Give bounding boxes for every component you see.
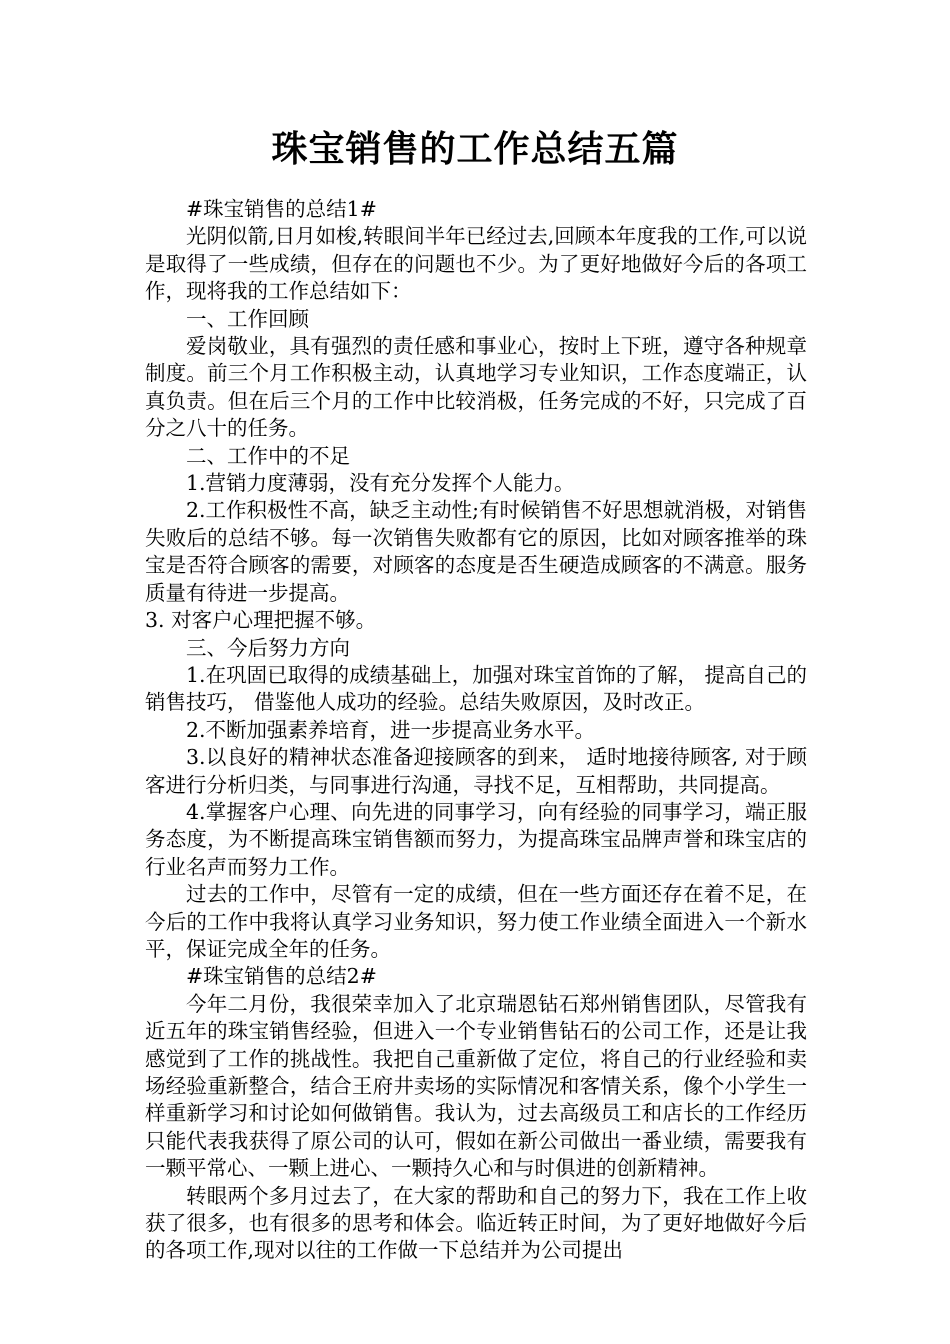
direction-item-1: 1.在巩固已取得的成绩基础上，加强对珠宝首饰的了解， 提高自己的销售技巧， 借鉴他人成功的经验。总结失败原因，及时改正。 <box>145 662 807 715</box>
section-heading-summary-1: #珠宝销售的总结1# <box>186 197 377 221</box>
summary-2-paragraph-1: 今年二月份，我很荣幸加入了北京瑞恩钻石郑州销售团队，尽管我有近五年的珠宝销售经验，但进入一个专业销售钻石的公司工作，还是让我感觉到了工作的挑战性。我把自己重新做了定位，将自己的行业经验和卖场经验重新整合，结合王府井卖场的实际情况和客情关系，像个小学生一样重新学习和讨论如何做销售。我认为，过去高级员工和店长的工作经历只能代表我获得了原公司的认可，假如在新公司做出一番业绩，需要我有一颗平常心、一颗上进心、一颗持久心和与时俱进的创新精神。 <box>145 991 807 1181</box>
shortcoming-item-2: 2.工作积极性不高，缺乏主动性;有时候销售不好思想就消极，对销售失败后的总结不够。每一次销售失败都有它的原因，比如对顾客推举的珠宝是否符合顾客的需要，对顾客的态度是否生硬造成顾客的不满意。服务质量有待进一步提高。 <box>145 498 807 605</box>
conclusion-paragraph: 过去的工作中，尽管有一定的成绩，但在一些方面还存在着不足，在今后的工作中我将认真学习业务知识，努力使工作业绩全面进入一个新水平，保证完成全年的任务。 <box>145 882 807 961</box>
shortcoming-item-3: 3. 对客户心理把握不够。 <box>145 608 377 633</box>
shortcoming-item-1: 1.营销力度薄弱，没有充分发挥个人能力。 <box>186 471 575 496</box>
direction-item-3: 3.以良好的精神状态准备迎接顾客的到来， 适时地接待顾客, 对于顾客进行分析归类，与同事进行沟通，寻找不足，互相帮助，共同提高。 <box>145 745 807 797</box>
section-heading-direction: 三、今后努力方向 <box>186 635 350 660</box>
intro-paragraph: 光阴似箭,日月如梭,转眼间半年已经过去,回顾本年度我的工作,可以说是取得了一些成绩，但存在的问题也不少。为了更好地做好今后的各项工作，现将我的工作总结如下： <box>145 224 807 304</box>
summary-2-paragraph-2: 转眼两个多月过去了，在大家的帮助和自己的努力下，我在工作上收获了很多，也有很多的思考和体会。临近转正时间，为了更好地做好今后的各项工作,现对以往的工作做一下总结并为公司提出 <box>145 1183 807 1263</box>
direction-item-2: 2.不断加强素养培育，进一步提高业务水平。 <box>186 717 596 742</box>
document-title: 珠宝销售的工作总结五篇 <box>271 129 679 170</box>
section-heading-summary-2: #珠宝销售的总结2# <box>186 964 377 989</box>
direction-item-4: 4.掌握客户心理、向先进的同事学习，向有经验的同事学习，端正服务态度，为不断提高珠宝销售额而努力，为提高珠宝品牌声誉和珠宝店的行业名声而努力工作。 <box>145 799 807 879</box>
review-paragraph: 爱岗敬业，具有强烈的责任感和事业心，按时上下班，遵守各种规章制度。前三个月工作积极主动，认真地学习专业知识，工作态度端正，认真负责。但在后三个月的工作中比较消极，任务完成的不好，只完成了百分之八十的任务。 <box>145 334 807 441</box>
section-heading-shortcomings: 二、工作中的不足 <box>186 443 350 468</box>
document-body <box>145 196 807 1265</box>
section-heading-review: 一、工作回顾 <box>186 306 309 331</box>
